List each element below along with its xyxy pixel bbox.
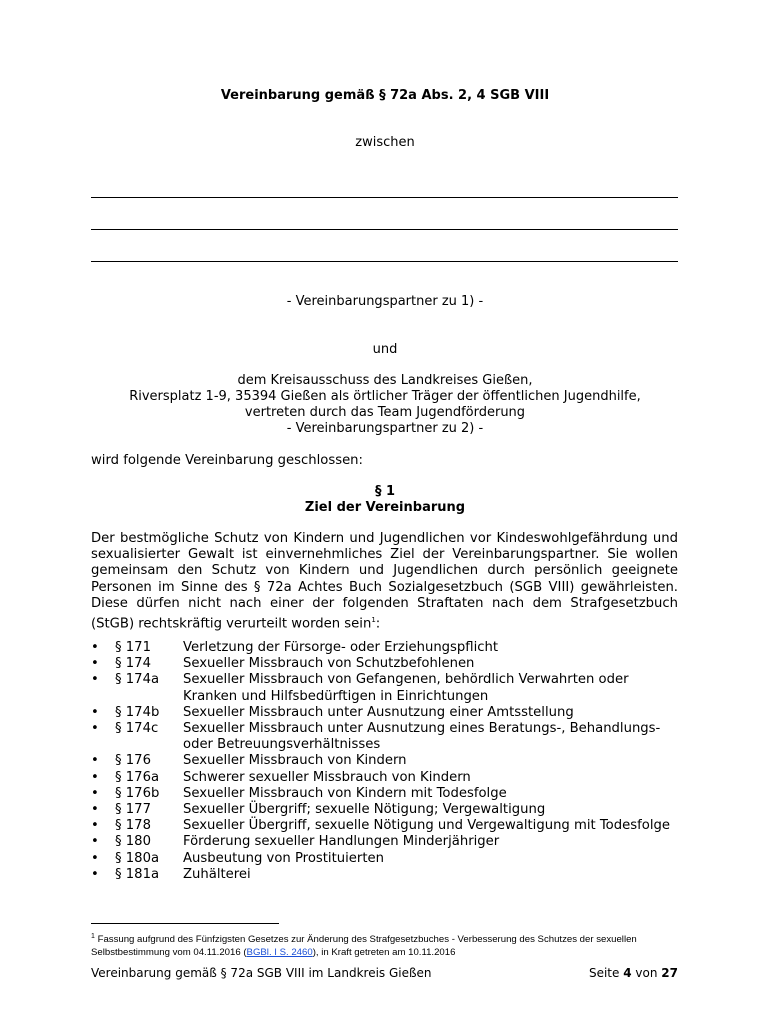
bullet-icon: • bbox=[91, 721, 99, 737]
offense-paragraph-number: § 176b bbox=[115, 785, 160, 801]
partner2-line-3: vertreten durch das Team Jugendförderung bbox=[244, 405, 526, 420]
footer-title: Vereinbarung gemäß § 72a SGB VIII im Landkreis Gießen bbox=[91, 966, 432, 980]
section-number: § 1 bbox=[374, 484, 396, 499]
offense-description: Sexueller Übergriff; sexuelle Nötigung; Vergewaltigung bbox=[183, 802, 546, 818]
offense-description: Sexueller Missbrauch von Kindern mit Todesfolge bbox=[183, 785, 507, 801]
footer-page-number bbox=[589, 966, 678, 980]
offense-paragraph-number: § 171 bbox=[115, 640, 151, 655]
page-prefix: Seite bbox=[588, 966, 620, 980]
bullet-icon: • bbox=[91, 769, 99, 785]
section-paragraph-end: : bbox=[375, 616, 381, 632]
offense-paragraph-number: § 178 bbox=[115, 818, 151, 834]
bullet-icon: • bbox=[91, 672, 99, 688]
section-heading: Ziel der Vereinbarung bbox=[304, 500, 466, 515]
page-total: 27 bbox=[661, 966, 678, 980]
footnote-divider bbox=[91, 923, 279, 924]
bullet-icon: • bbox=[91, 753, 99, 769]
list-item bbox=[91, 672, 678, 704]
list-item bbox=[91, 721, 678, 753]
footnote bbox=[91, 931, 681, 959]
between-label: zwischen bbox=[355, 135, 415, 150]
footnote-text-after: ), in Kraft getreten am 10.11.2016 bbox=[312, 946, 456, 958]
offense-description: Sexueller Übergriff, sexuelle Nötigung und Vergewaltigung mit Todesfolge bbox=[183, 818, 670, 834]
offense-paragraph-number: § 181a bbox=[115, 866, 160, 882]
list-item bbox=[91, 802, 678, 818]
offense-description: Förderung sexueller Handlungen Minderjähriger bbox=[183, 834, 500, 850]
signature-line-3 bbox=[91, 261, 678, 262]
document-title: Vereinbarung gemäß § 72a Abs. 2, 4 SGB VIII bbox=[220, 88, 550, 103]
list-item bbox=[91, 770, 678, 786]
concluded-sentence: wird folgende Vereinbarung geschlossen: bbox=[91, 453, 363, 468]
bullet-icon: • bbox=[91, 866, 99, 882]
partner2-label: - Vereinbarungspartner zu 2) - bbox=[286, 421, 484, 436]
offense-description: Zuhälterei bbox=[183, 866, 251, 882]
page-current: 4 bbox=[623, 966, 632, 980]
offense-list bbox=[91, 640, 678, 883]
offense-paragraph-number: § 176 bbox=[115, 753, 151, 769]
offense-description: Sexueller Missbrauch von Kindern bbox=[183, 753, 407, 769]
offense-description: Sexueller Missbrauch unter Ausnutzung eines Beratungs-, Behandlungs- oder Betreuungsverhältnisses bbox=[183, 721, 661, 753]
section-paragraph-text: Der bestmögliche Schutz von Kindern und Jugendlichen vor Kindeswohlgefährdung und sexualisierter Gewalt ist einvernehmliches Ziel der Vereinbarungspartner. Sie wollen gemeinsam den Schutz von Kindern und Jugendlichen durch persönlich geeignete Personen im Sinne des § 72a Achtes Buch Sozialgesetzbuch (SGB VIII) gewährleisten. Diese dürfen nicht nach einer der folgenden Straftaten nach dem Strafgesetzbuch (StGB) rechtskräftig verurteilt worden sein bbox=[91, 531, 678, 632]
footnote-text-before: Fassung aufgrund des Fünfzigsten Gesetzes zur Änderung des Strafgesetzbuches - Verbesserung des Schutzes der sexuellen Selbstbestimmung vom 04.11.2016 ( bbox=[91, 934, 637, 958]
list-item bbox=[91, 834, 678, 850]
partner2-line-2: Riversplatz 1-9, 35394 Gießen als örtlicher Träger der öffentlichen Jugendhilfe, bbox=[129, 389, 641, 404]
bullet-icon: • bbox=[91, 834, 99, 850]
footnote-reference[interactable]: 1 bbox=[371, 616, 376, 625]
offense-description: Verletzung der Fürsorge- oder Erziehungspflicht bbox=[183, 640, 499, 655]
offense-paragraph-number: § 174c bbox=[115, 721, 159, 737]
partner2-line-1: dem Kreisausschuss des Landkreises Gießen, bbox=[237, 373, 533, 388]
list-item bbox=[91, 656, 678, 672]
list-item bbox=[91, 818, 678, 834]
bullet-icon: • bbox=[91, 785, 99, 801]
footnote-marker: 1 bbox=[91, 933, 95, 940]
list-item bbox=[91, 851, 678, 867]
footnote-link[interactable]: BGBl. I S. 2460 bbox=[246, 946, 313, 958]
signature-line-2 bbox=[91, 229, 678, 230]
offense-paragraph-number: § 174a bbox=[115, 672, 160, 688]
offense-description: Sexueller Missbrauch von Gefangenen, behördlich Verwahrten oder Kranken und Hilfsbedürftigen in Einrichtungen bbox=[183, 672, 629, 704]
signature-line-1 bbox=[91, 197, 678, 198]
offense-paragraph-number: § 180a bbox=[115, 850, 160, 866]
offense-paragraph-number: § 176a bbox=[115, 769, 160, 785]
offense-description: Schwerer sexueller Missbrauch von Kindern bbox=[183, 769, 471, 785]
section-paragraph bbox=[91, 531, 678, 633]
bullet-icon: • bbox=[91, 656, 99, 672]
list-item bbox=[91, 705, 678, 721]
offense-paragraph-number: § 180 bbox=[115, 834, 151, 850]
and-label: und bbox=[372, 342, 398, 357]
offense-paragraph-number: § 177 bbox=[115, 802, 151, 818]
offense-description: Ausbeutung von Prostituierten bbox=[183, 850, 384, 866]
list-item bbox=[91, 786, 678, 802]
offense-paragraph-number: § 174 bbox=[115, 656, 151, 672]
list-item bbox=[91, 753, 678, 769]
page-sep: von bbox=[635, 966, 658, 980]
offense-paragraph-number: § 174b bbox=[115, 704, 160, 720]
list-item bbox=[91, 867, 678, 883]
offense-description: Sexueller Missbrauch unter Ausnutzung einer Amtsstellung bbox=[183, 704, 574, 720]
offense-description: Sexueller Missbrauch von Schutzbefohlenen bbox=[183, 656, 475, 672]
list-item bbox=[91, 640, 678, 656]
bullet-icon: • bbox=[91, 640, 99, 655]
bullet-icon: • bbox=[91, 704, 99, 720]
bullet-icon: • bbox=[91, 850, 99, 866]
partner1-label: - Vereinbarungspartner zu 1) - bbox=[286, 294, 484, 309]
bullet-icon: • bbox=[91, 802, 99, 818]
bullet-icon: • bbox=[91, 818, 99, 834]
